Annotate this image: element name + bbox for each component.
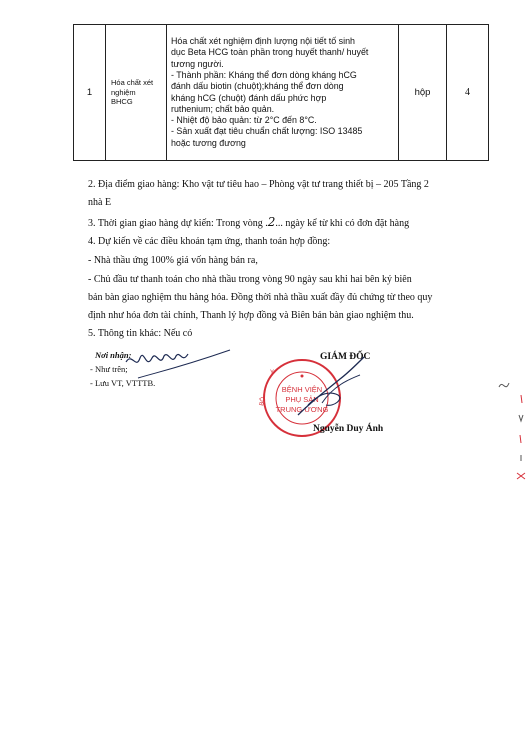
spec-line: Hóa chất xét nghiệm định lượng nội tiết tố sinh — [171, 36, 355, 47]
spec-line: tương người. — [171, 58, 224, 69]
stamp-line3: TRUNG ƯƠNG — [275, 405, 329, 414]
payment-term-advance: - Nhà thầu ứng 100% giá vốn hàng bán ra, — [88, 255, 258, 266]
item-name-line: BHCG — [111, 97, 133, 107]
spec-line: ruthenium; chất bảo quản. — [171, 103, 275, 114]
recipient-item: - Như trên; — [90, 364, 128, 374]
stamp-line1: BỆNH VIỆN — [281, 385, 323, 394]
delivery-time-suffix: ... ngày kể từ khi có đơn đặt hàng — [275, 218, 410, 229]
stamp-line2: PHỤ SẢN — [285, 395, 319, 404]
delivery-time-dots: . — [262, 218, 268, 229]
item-name-cell — [106, 25, 167, 161]
payment-terms-heading: 4. Dự kiến về các điều khoản tạm ứng, thanh toán hợp đồng: — [88, 236, 331, 247]
delivery-time-prefix: 3. Thời gian giao hàng dự kiến: Trong vòng — [88, 218, 263, 229]
spec-line: kháng hCG (chuột) đánh dấu phức hợp — [171, 92, 327, 103]
director-signature-scribble — [268, 355, 388, 425]
delivery-location-line1: 2. Địa điểm giao hàng: Kho vật tư tiêu hao – Phòng vật tư trang thiết bị – 205 Tầng 2 — [88, 179, 429, 190]
spec-line: - Thành phần: Kháng thể đơn dòng kháng hCG — [171, 69, 357, 80]
spec-line: - Sản xuất đạt tiêu chuẩn chất lượng: ISO 13485 — [171, 126, 363, 137]
item-name-line: Hóa chất xét — [111, 78, 154, 88]
stamp-side-text: BỘ — [259, 396, 267, 407]
director-name: Nguyễn Duy Ánh — [313, 424, 384, 434]
margin-handwriting-marks — [493, 375, 532, 495]
quantity-cell: 4 — [447, 25, 489, 161]
items-table — [73, 24, 489, 161]
spec-line: dục Beta HCG toàn phần trong huyết thanh/ huyết — [171, 47, 369, 58]
payment-term-line3: định như hóa đơn tài chính, Thanh lý hợp đồng và Biên bản bàn giao nghiệm thu. — [88, 310, 414, 321]
spec-line: đánh dấu biotin (chuột);kháng thể đơn dòng — [171, 81, 344, 92]
payment-term-line2: bản bàn giao nghiệm thu hàng hóa. Đồng thời nhà thầu xuất đầy đủ chứng từ theo quy — [88, 292, 433, 303]
table-row — [74, 25, 489, 161]
spec-line: hoặc tương đương — [171, 137, 246, 148]
spec-line: - Nhiệt độ bảo quản: từ 2°C đến 8°C. — [171, 115, 317, 126]
delivery-location-line2: nhà E — [88, 197, 112, 208]
other-info: 5. Thông tin khác: Nếu có — [88, 328, 193, 339]
item-spec-cell — [167, 25, 399, 161]
item-name-line: nghiệm — [111, 87, 136, 97]
recipient-signature-scribble — [118, 348, 238, 396]
payment-term-line1: - Chủ đầu tư thanh toán cho nhà thầu trong vòng 90 ngày sau khi hai bên ký biên — [88, 274, 412, 285]
stamp-top-text: Y — [270, 370, 275, 376]
director-title: GIÁM ĐỐC — [320, 352, 371, 362]
delivery-days-handwritten: 2 — [267, 215, 276, 229]
recipients-label: Nơi nhận: — [95, 350, 132, 360]
unit-cell: hộp — [399, 25, 447, 161]
row-number: 1 — [74, 25, 106, 161]
recipient-item: - Lưu VT, VTTTB. — [90, 378, 156, 388]
delivery-time — [88, 216, 409, 230]
